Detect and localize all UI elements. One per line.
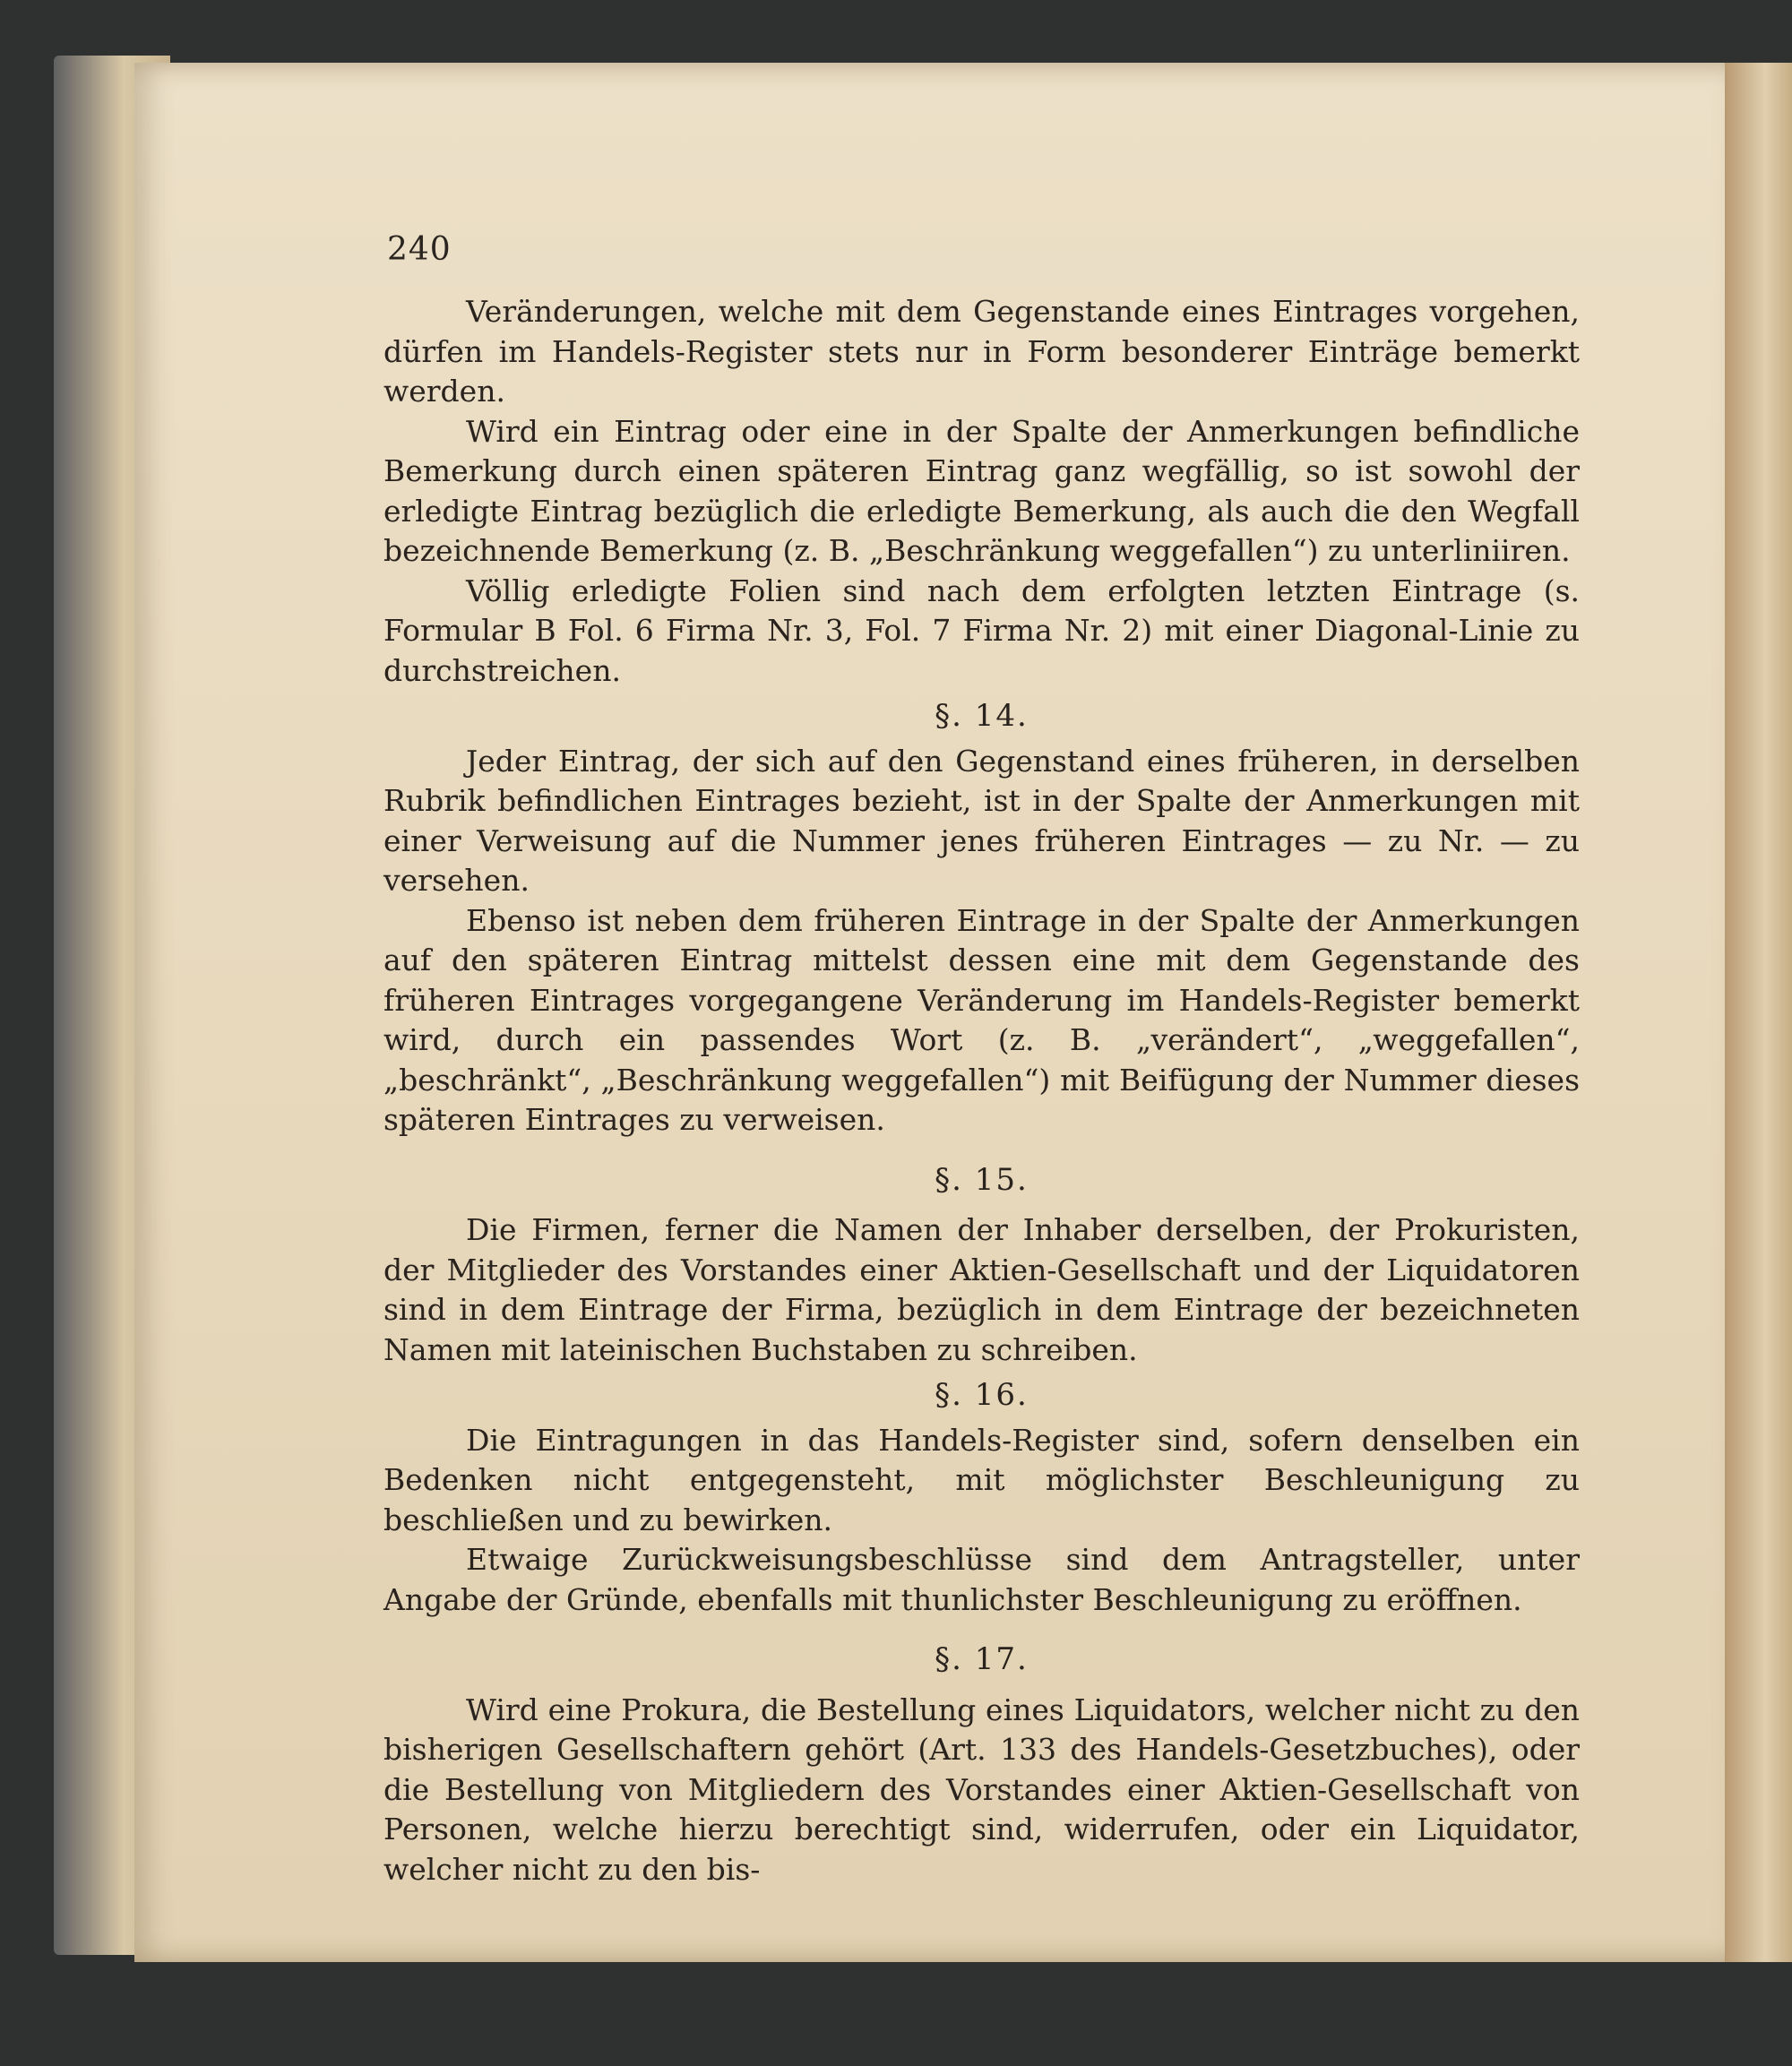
paragraph: Etwaige Zurückweisungsbeschlüsse sind dem Antragsteller, unter Angabe der Gründe, ebenfalls mit thunlichster Beschleunigung zu eröffnen.: [383, 1542, 1580, 1617]
paragraph: Ebenso ist neben dem früheren Eintrage in der Spalte der Anmerkungen auf den späteren Eintrag mittelst dessen eine mit dem Gegenstande des früheren Eintrages vorgegangene Veränderung im Handels-Register bemerkt wird, durch ein passendes Wort (z. B. „verändert“, „weggefallen“, „beschränkt“, „Beschränkung weggefallen“) mit Beifügung der Nummer dieses späteren Eintrages zu verweisen.: [383, 902, 1580, 1137]
gutter-strip: [1725, 63, 1792, 1962]
paragraph: Wird eine Prokura, die Bestellung eines Liquidators, welcher nicht zu den bisherigen Gesellschaftern gehört (Art. 133 des Handels-Gesetzbuches), oder die Bestellung von Mitgliedern des Vorstandes einer Aktien-Gesellschaft von Personen, welche hierzu berechtigt sind, widerrufen, oder ein Liquidator, welcher nicht zu den bis-: [383, 1692, 1580, 1887]
text-block: [383, 292, 1580, 1890]
section-heading: §. 16.: [935, 1377, 1029, 1413]
paragraph: Veränderungen, welche mit dem Gegenstande eines Eintrages vorgehen, dürfen im Handels-Register stets nur in Form besonderer Einträge bemerkt werden.: [383, 294, 1580, 409]
section-heading: §. 14.: [935, 698, 1029, 734]
section-heading: §. 17.: [935, 1641, 1029, 1677]
page-number: 240: [387, 231, 452, 268]
paragraph: Die Firmen, ferner die Namen der Inhaber derselben, der Prokuristen, der Mitglieder des Vorstandes einer Aktien-Gesellschaft und der Liquidatoren sind in dem Eintrage der Firma, bezüglich in dem Eintrage der bezeichneten Namen mit lateinischen Buchstaben zu schreiben.: [383, 1212, 1580, 1367]
paragraph: Jeder Eintrag, der sich auf den Gegenstand eines früheren, in derselben Rubrik befindlichen Eintrages bezieht, ist in der Spalte der Anmerkungen mit einer Verweisung auf die Nummer jenes früheren Eintrages — zu Nr. — zu versehen.: [383, 743, 1580, 898]
paragraph: Wird ein Eintrag oder eine in der Spalte der Anmerkungen befindliche Bemerkung durch einen späteren Eintrag ganz wegfällig, so ist sowohl der erledigte Eintrag bezüglich die erledigte Bemerkung, als auch die den Wegfall bezeichnende Bemerkung (z. B. „Beschränkung weggefallen“) zu unterliniiren.: [383, 413, 1580, 568]
section-heading: §. 15.: [935, 1161, 1029, 1198]
paragraph: Völlig erledigte Folien sind nach dem erfolgten letzten Eintrage (s. Formular B Fol. 6 Firma Nr. 3, Fol. 7 Firma Nr. 2) mit einer Diagonal-Linie zu durchstreichen.: [383, 572, 1580, 688]
paragraph: Die Eintragungen in das Handels-Register sind, sofern denselben ein Bedenken nicht entgegensteht, mit möglichster Beschleunigung zu beschließen und zu bewirken.: [383, 1422, 1580, 1537]
